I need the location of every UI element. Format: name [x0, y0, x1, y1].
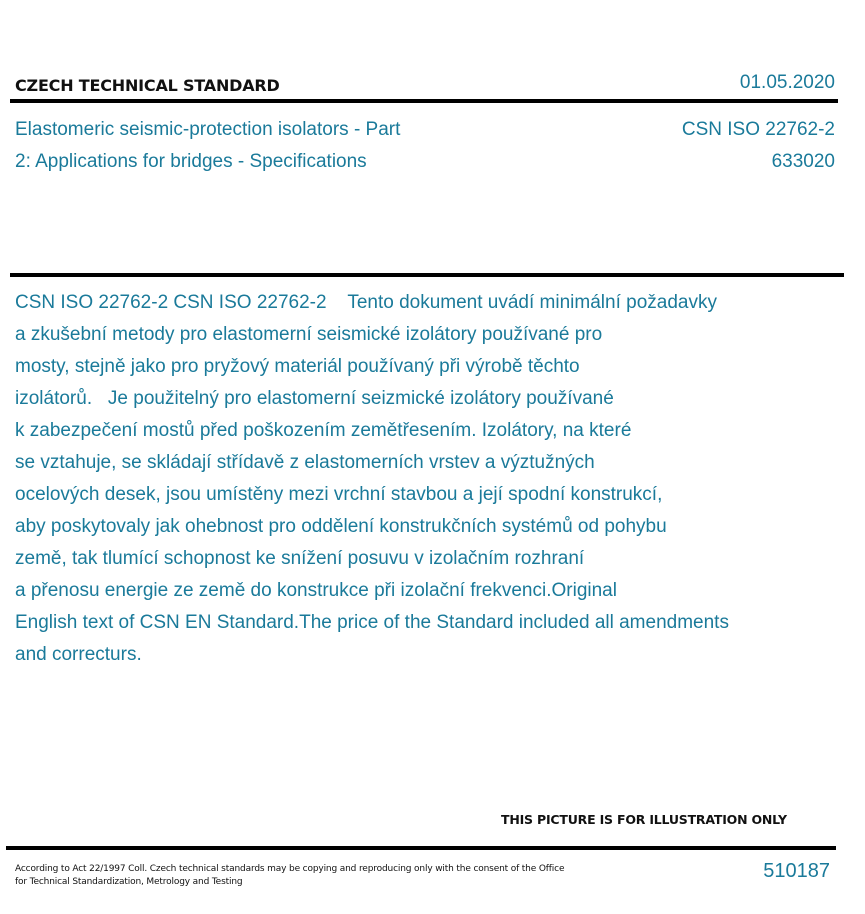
header-divider	[10, 99, 838, 103]
abstract-line: izolátorů. Je použitelný pro elastomerní seizmické izolátory používané	[15, 388, 614, 409]
abstract-line: mosty, stejně jako pro pryžový materiál používaný při výrobě těchto	[15, 356, 580, 377]
abstract-text	[15, 287, 850, 671]
abstract-line: and correcturs.	[15, 644, 142, 665]
document-title-line: 2: Applications for bridges - Specifications	[15, 151, 367, 172]
title-divider	[10, 273, 844, 277]
document-identifiers	[682, 114, 835, 178]
abstract-line: English text of CSN EN Standard.The price of the Standard included all amendments	[15, 612, 729, 633]
abstract-line: ocelových desek, jsou umístěny mezi vrchní stavbou a její spodní konstrukcí,	[15, 484, 663, 505]
abstract-line: a zkušební metody pro elastomerní seismické izolátory používané pro	[15, 324, 603, 345]
document-title	[15, 114, 485, 178]
publication-date: 01.05.2020	[739, 72, 835, 93]
legal-notice-line: According to Act 22/1997 Coll. Czech technical standards may be copying and reproducing only with the consent of the Office	[15, 864, 565, 874]
abstract-line: země, tak tlumící schopnost ke snížení posuvu v izolačním rozhraní	[15, 548, 585, 569]
abstract-line: se vztahuje, se skládají střídavě z elastomerních vrstev a výztužných	[15, 452, 595, 473]
abstract-line: aby poskytovaly jak ohebnost pro oddělení konstrukčních systémů od pohybu	[15, 516, 667, 537]
illustration-disclaimer: THIS PICTURE IS FOR ILLUSTRATION ONLY	[501, 812, 787, 827]
legal-notice	[15, 863, 595, 889]
abstract-line: k zabezpečení mostů před poškozením zemětřesením. Izolátory, na které	[15, 420, 632, 441]
document-title-line: Elastomeric seismic-protection isolators - Part	[15, 119, 401, 140]
standard-number: CSN ISO 22762-2	[681, 119, 835, 140]
abstract-line: a přenosu energie ze země do konstrukce při izolační frekvenci.Original	[15, 580, 617, 601]
classification-code: 633020	[771, 151, 835, 172]
standard-type-heading: CZECH TECHNICAL STANDARD	[15, 76, 280, 95]
legal-notice-line: for Technical Standardization, Metrology and Testing	[15, 877, 243, 887]
catalog-code: 510187	[763, 860, 830, 882]
abstract-line: CSN ISO 22762-2 CSN ISO 22762-2 Tento dokument uvádí minimální požadavky	[15, 292, 717, 313]
footer-divider	[6, 846, 836, 850]
